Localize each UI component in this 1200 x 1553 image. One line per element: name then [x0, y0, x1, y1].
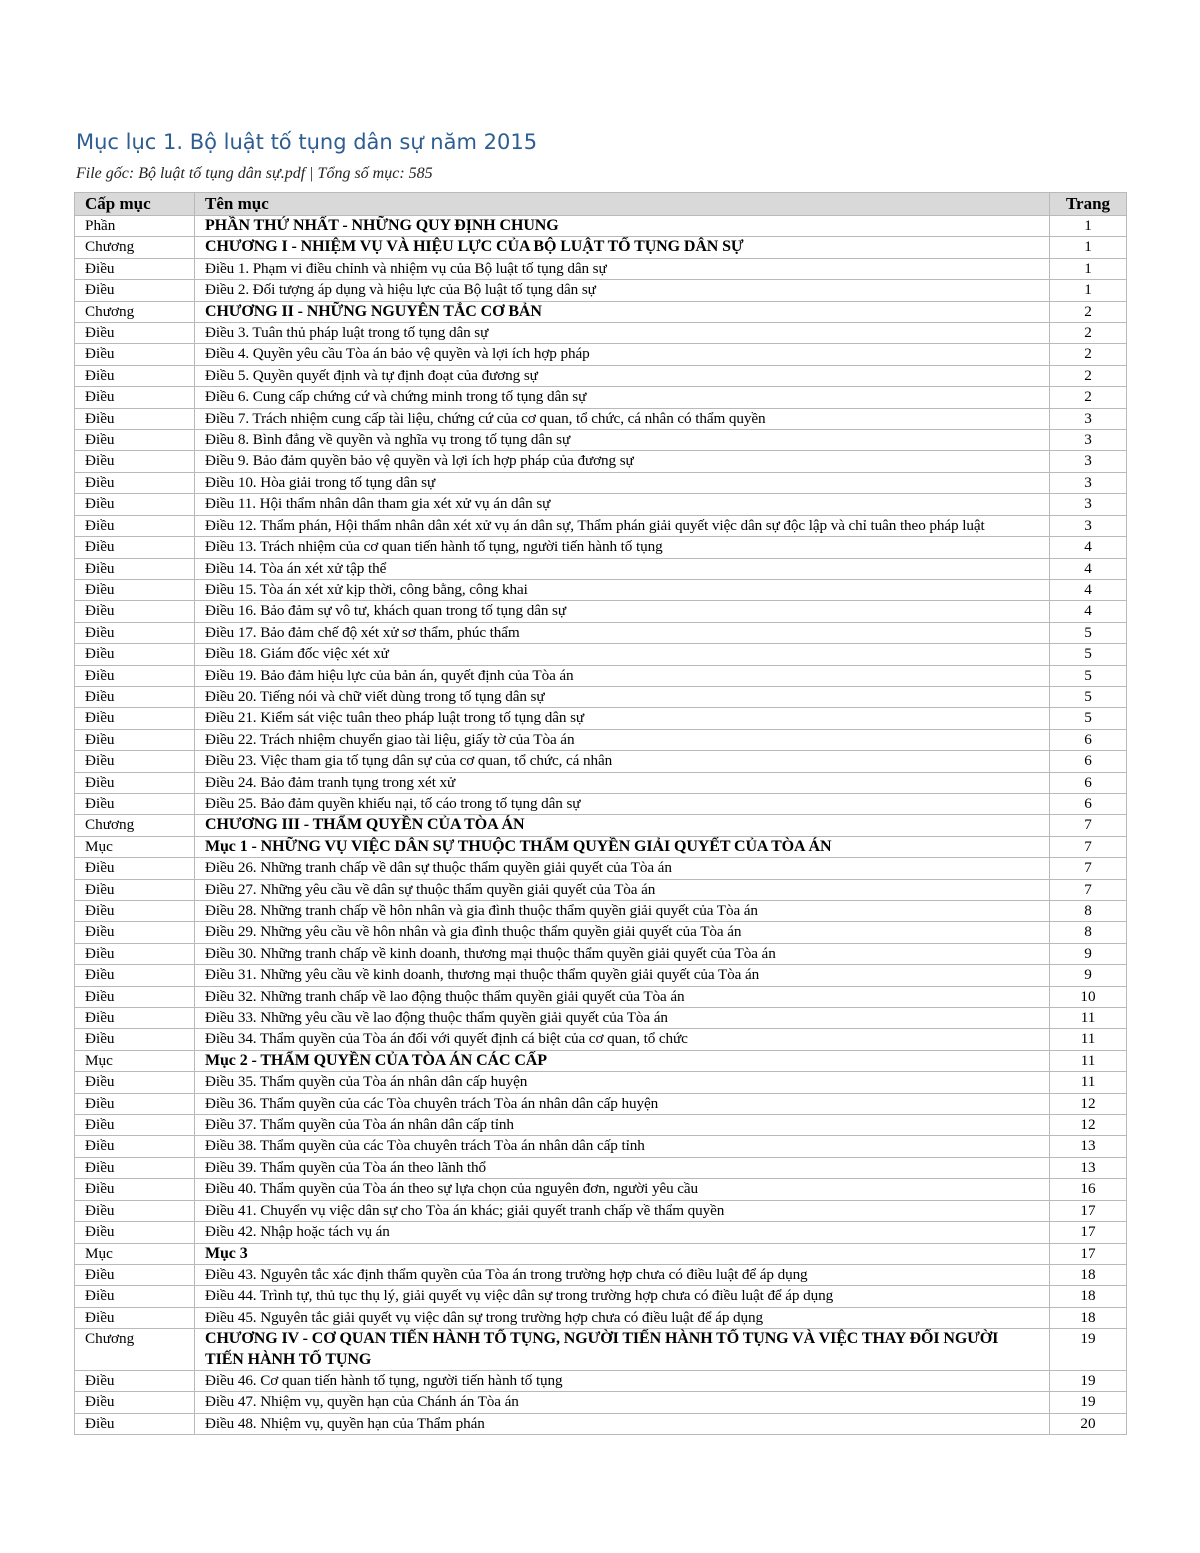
toc-row: [75, 986, 1127, 1007]
toc-title-cell: Điều 39. Thẩm quyền của Tòa án theo lãnh thổ: [195, 1157, 1050, 1178]
toc-title-cell: Điều 29. Những yêu cầu về hôn nhân và gia đình thuộc thẩm quyền giải quyết của Tòa án: [195, 922, 1050, 943]
toc-level-cell: Điều: [75, 515, 195, 536]
toc-page-cell: 13: [1050, 1136, 1127, 1157]
toc-title-cell: CHƯƠNG II - NHỮNG NGUYÊN TẮC CƠ BẢN: [195, 301, 1050, 322]
toc-title-cell: Điều 38. Thẩm quyền của các Tòa chuyên trách Tòa án nhân dân cấp tỉnh: [195, 1136, 1050, 1157]
toc-row: [75, 644, 1127, 665]
toc-title-cell: Điều 43. Nguyên tắc xác định thẩm quyền của Tòa án trong trường hợp chưa có điều luật để áp dụng: [195, 1264, 1050, 1285]
toc-page-cell: 7: [1050, 815, 1127, 836]
toc-page-cell: 4: [1050, 558, 1127, 579]
toc-page-cell: 12: [1050, 1115, 1127, 1136]
toc-row: [75, 408, 1127, 429]
toc-row: [75, 1264, 1127, 1285]
toc-title-cell: Mục 3: [195, 1243, 1050, 1264]
toc-level-cell: Mục: [75, 836, 195, 857]
toc-title-cell: CHƯƠNG III - THẨM QUYỀN CỦA TÒA ÁN: [195, 815, 1050, 836]
toc-row: [75, 1072, 1127, 1093]
toc-level-cell: Chương: [75, 237, 195, 258]
toc-page-cell: 3: [1050, 430, 1127, 451]
toc-page-cell: 1: [1050, 237, 1127, 258]
toc-level-cell: Điều: [75, 1093, 195, 1114]
toc-level-cell: Điều: [75, 579, 195, 600]
toc-page-cell: 5: [1050, 622, 1127, 643]
toc-title-cell: Điều 1. Phạm vi điều chỉnh và nhiệm vụ của Bộ luật tố tụng dân sự: [195, 258, 1050, 279]
toc-title-cell: CHƯƠNG I - NHIỆM VỤ VÀ HIỆU LỰC CỦA BỘ LUẬT TỐ TỤNG DÂN SỰ: [195, 237, 1050, 258]
toc-level-cell: Điều: [75, 858, 195, 879]
toc-page-cell: 8: [1050, 901, 1127, 922]
toc-page-cell: 16: [1050, 1179, 1127, 1200]
toc-page-cell: 4: [1050, 601, 1127, 622]
toc-row: [75, 1157, 1127, 1178]
toc-title-cell: Điều 31. Những yêu cầu về kinh doanh, thương mại thuộc thẩm quyền giải quyết của Tòa án: [195, 965, 1050, 986]
toc-row: [75, 216, 1127, 237]
toc-page-cell: 7: [1050, 836, 1127, 857]
toc-row: [75, 965, 1127, 986]
toc-title-cell: Điều 22. Trách nhiệm chuyển giao tài liệu, giấy tờ của Tòa án: [195, 729, 1050, 750]
toc-row: [75, 472, 1127, 493]
toc-title-cell: Điều 15. Tòa án xét xử kịp thời, công bằng, công khai: [195, 579, 1050, 600]
toc-page-cell: 2: [1050, 344, 1127, 365]
toc-title-cell: Điều 19. Bảo đảm hiệu lực của bản án, quyết định của Tòa án: [195, 665, 1050, 686]
toc-page-cell: 18: [1050, 1264, 1127, 1285]
toc-page-cell: 4: [1050, 579, 1127, 600]
toc-row: [75, 301, 1127, 322]
toc-title-cell: Điều 34. Thẩm quyền của Tòa án đối với quyết định cá biệt của cơ quan, tổ chức: [195, 1029, 1050, 1050]
toc-title-cell: Điều 7. Trách nhiệm cung cấp tài liệu, chứng cứ của cơ quan, tổ chức, cá nhân có thẩm quyền: [195, 408, 1050, 429]
toc-title-cell: Điều 18. Giám đốc việc xét xử: [195, 644, 1050, 665]
toc-page-cell: 3: [1050, 408, 1127, 429]
toc-page-cell: 6: [1050, 729, 1127, 750]
toc-row: [75, 1307, 1127, 1328]
toc-level-cell: Điều: [75, 943, 195, 964]
toc-page-cell: 5: [1050, 686, 1127, 707]
toc-row: [75, 1243, 1127, 1264]
toc-level-cell: Điều: [75, 472, 195, 493]
toc-page-cell: 19: [1050, 1392, 1127, 1413]
toc-row: [75, 601, 1127, 622]
toc-title-cell: Điều 8. Bình đẳng về quyền và nghĩa vụ trong tố tụng dân sự: [195, 430, 1050, 451]
toc-level-cell: Điều: [75, 772, 195, 793]
toc-level-cell: Điều: [75, 1008, 195, 1029]
toc-row: [75, 708, 1127, 729]
toc-page-cell: 17: [1050, 1222, 1127, 1243]
toc-level-cell: Điều: [75, 901, 195, 922]
toc-level-cell: Điều: [75, 1179, 195, 1200]
toc-level-cell: Điều: [75, 601, 195, 622]
toc-level-cell: Điều: [75, 986, 195, 1007]
toc-row: [75, 1286, 1127, 1307]
toc-page-cell: 18: [1050, 1286, 1127, 1307]
toc-page-cell: 18: [1050, 1307, 1127, 1328]
toc-title-cell: Điều 37. Thẩm quyền của Tòa án nhân dân cấp tỉnh: [195, 1115, 1050, 1136]
toc-level-cell: Điều: [75, 1413, 195, 1434]
toc-page-cell: 5: [1050, 665, 1127, 686]
toc-title-cell: PHẦN THỨ NHẤT - NHỮNG QUY ĐỊNH CHUNG: [195, 216, 1050, 237]
toc-page-cell: 11: [1050, 1029, 1127, 1050]
toc-row: [75, 280, 1127, 301]
toc-title-cell: Điều 3. Tuân thủ pháp luật trong tố tụng dân sự: [195, 323, 1050, 344]
toc-title-cell: Điều 24. Bảo đảm tranh tụng trong xét xử: [195, 772, 1050, 793]
toc-title-cell: Điều 16. Bảo đảm sự vô tư, khách quan trong tố tụng dân sự: [195, 601, 1050, 622]
toc-row: [75, 622, 1127, 643]
toc-row: [75, 323, 1127, 344]
toc-level-cell: Điều: [75, 494, 195, 515]
toc-row: [75, 858, 1127, 879]
document-subtitle: File gốc: Bộ luật tố tụng dân sự.pdf | Tổng số mục: 585: [76, 165, 433, 182]
toc-page-cell: 13: [1050, 1157, 1127, 1178]
toc-row: [75, 237, 1127, 258]
toc-level-cell: Điều: [75, 1200, 195, 1221]
toc-title-cell: Điều 2. Đối tượng áp dụng và hiệu lực của Bộ luật tố tụng dân sự: [195, 280, 1050, 301]
toc-title-cell: Điều 33. Những yêu cầu về lao động thuộc thẩm quyền giải quyết của Tòa án: [195, 1008, 1050, 1029]
toc-level-cell: Điều: [75, 965, 195, 986]
toc-title-cell: Điều 4. Quyền yêu cầu Tòa án bảo vệ quyền và lợi ích hợp pháp: [195, 344, 1050, 365]
toc-row: [75, 1093, 1127, 1114]
toc-row: [75, 1136, 1127, 1157]
document-title: Mục lục 1. Bộ luật tố tụng dân sự năm 2015: [76, 130, 538, 154]
toc-row: [75, 729, 1127, 750]
toc-page-cell: 2: [1050, 323, 1127, 344]
header-page: Trang: [1050, 193, 1127, 216]
toc-page-cell: 2: [1050, 387, 1127, 408]
toc-title-cell: Điều 41. Chuyển vụ việc dân sự cho Tòa án khác; giải quyết tranh chấp về thẩm quyền: [195, 1200, 1050, 1221]
toc-row: [75, 1179, 1127, 1200]
toc-row: [75, 943, 1127, 964]
toc-level-cell: Mục: [75, 1050, 195, 1071]
toc-row: [75, 1029, 1127, 1050]
toc-row: [75, 901, 1127, 922]
toc-level-cell: Điều: [75, 537, 195, 558]
toc-title-cell: Điều 13. Trách nhiệm của cơ quan tiến hành tố tụng, người tiến hành tố tụng: [195, 537, 1050, 558]
toc-level-cell: Điều: [75, 451, 195, 472]
toc-row: [75, 494, 1127, 515]
toc-page-cell: 20: [1050, 1413, 1127, 1434]
toc-title-cell: Điều 35. Thẩm quyền của Tòa án nhân dân cấp huyện: [195, 1072, 1050, 1093]
toc-page-cell: 5: [1050, 644, 1127, 665]
toc-title-cell: Điều 26. Những tranh chấp về dân sự thuộc thẩm quyền giải quyết của Tòa án: [195, 858, 1050, 879]
toc-level-cell: Phần: [75, 216, 195, 237]
toc-level-cell: Điều: [75, 1307, 195, 1328]
toc-page-cell: 4: [1050, 537, 1127, 558]
toc-page-cell: 7: [1050, 858, 1127, 879]
toc-title-cell: Điều 36. Thẩm quyền của các Tòa chuyên trách Tòa án nhân dân cấp huyện: [195, 1093, 1050, 1114]
toc-level-cell: Chương: [75, 815, 195, 836]
toc-row: [75, 515, 1127, 536]
toc-level-cell: Chương: [75, 301, 195, 322]
toc-page-cell: 9: [1050, 943, 1127, 964]
toc-title-cell: Điều 32. Những tranh chấp về lao động thuộc thẩm quyền giải quyết của Tòa án: [195, 986, 1050, 1007]
toc-page-cell: 19: [1050, 1370, 1127, 1391]
toc-title-cell: CHƯƠNG IV - CƠ QUAN TIẾN HÀNH TỐ TỤNG, NGƯỜI TIẾN HÀNH TỐ TỤNG VÀ VIỆC THAY ĐỔI NGƯỜI TIẾN HÀNH TỐ TỤNG: [195, 1329, 1050, 1371]
toc-level-cell: Điều: [75, 430, 195, 451]
toc-level-cell: Điều: [75, 558, 195, 579]
toc-row: [75, 1200, 1127, 1221]
toc-title-cell: Điều 17. Bảo đảm chế độ xét xử sơ thẩm, phúc thẩm: [195, 622, 1050, 643]
toc-level-cell: Điều: [75, 365, 195, 386]
toc-row: [75, 1392, 1127, 1413]
toc-level-cell: Điều: [75, 1286, 195, 1307]
header-name: Tên mục: [195, 193, 1050, 216]
document-page: [74, 127, 1126, 1435]
toc-row: [75, 815, 1127, 836]
toc-row: [75, 365, 1127, 386]
toc-title-cell: Mục 1 - NHỮNG VỤ VIỆC DÂN SỰ THUỘC THẨM QUYỀN GIẢI QUYẾT CỦA TÒA ÁN: [195, 836, 1050, 857]
toc-level-cell: Điều: [75, 323, 195, 344]
toc-page-cell: 1: [1050, 258, 1127, 279]
toc-level-cell: Chương: [75, 1329, 195, 1371]
toc-page-cell: 7: [1050, 879, 1127, 900]
toc-page-cell: 11: [1050, 1072, 1127, 1093]
toc-title-cell: Điều 27. Những yêu cầu về dân sự thuộc thẩm quyền giải quyết của Tòa án: [195, 879, 1050, 900]
toc-page-cell: 8: [1050, 922, 1127, 943]
toc-level-cell: Điều: [75, 387, 195, 408]
toc-row: [75, 558, 1127, 579]
toc-title-cell: Điều 46. Cơ quan tiến hành tố tụng, người tiến hành tố tụng: [195, 1370, 1050, 1391]
toc-row: [75, 1115, 1127, 1136]
toc-level-cell: Điều: [75, 751, 195, 772]
toc-page-cell: 6: [1050, 772, 1127, 793]
toc-row: [75, 1050, 1127, 1071]
toc-level-cell: Điều: [75, 1029, 195, 1050]
toc-title-cell: Điều 47. Nhiệm vụ, quyền hạn của Chánh án Tòa án: [195, 1392, 1050, 1413]
toc-level-cell: Điều: [75, 1115, 195, 1136]
toc-level-cell: Điều: [75, 665, 195, 686]
toc-title-cell: Điều 23. Việc tham gia tố tụng dân sự của cơ quan, tổ chức, cá nhân: [195, 751, 1050, 772]
toc-row: [75, 922, 1127, 943]
toc-page-cell: 5: [1050, 708, 1127, 729]
toc-row: [75, 537, 1127, 558]
toc-page-cell: 12: [1050, 1093, 1127, 1114]
toc-level-cell: Điều: [75, 622, 195, 643]
toc-page-cell: 3: [1050, 451, 1127, 472]
header-level: Cấp mục: [75, 193, 195, 216]
toc-row: [75, 579, 1127, 600]
toc-row: [75, 686, 1127, 707]
toc-row: [75, 793, 1127, 814]
toc-page-cell: 3: [1050, 515, 1127, 536]
toc-title-cell: Điều 12. Thẩm phán, Hội thẩm nhân dân xét xử vụ án dân sự, Thẩm phán giải quyết việc dân sự độc lập và chỉ tuân theo pháp luật: [195, 515, 1050, 536]
toc-row: [75, 772, 1127, 793]
toc-title-cell: Điều 28. Những tranh chấp về hôn nhân và gia đình thuộc thẩm quyền giải quyết của Tòa án: [195, 901, 1050, 922]
toc-row: [75, 1008, 1127, 1029]
toc-level-cell: Điều: [75, 258, 195, 279]
toc-level-cell: Điều: [75, 344, 195, 365]
toc-level-cell: Điều: [75, 793, 195, 814]
toc-row: [75, 1329, 1127, 1371]
toc-title-cell: Điều 6. Cung cấp chứng cứ và chứng minh trong tố tụng dân sự: [195, 387, 1050, 408]
toc-page-cell: 19: [1050, 1329, 1127, 1371]
toc-header-row: [75, 193, 1127, 216]
toc-level-cell: Điều: [75, 1157, 195, 1178]
toc-body: [75, 216, 1127, 1435]
toc-title-cell: Mục 2 - THẨM QUYỀN CỦA TÒA ÁN CÁC CẤP: [195, 1050, 1050, 1071]
toc-level-cell: Điều: [75, 922, 195, 943]
toc-row: [75, 344, 1127, 365]
toc-title-cell: Điều 14. Tòa án xét xử tập thể: [195, 558, 1050, 579]
toc-level-cell: Điều: [75, 729, 195, 750]
toc-level-cell: Điều: [75, 708, 195, 729]
toc-row: [75, 451, 1127, 472]
toc-level-cell: Điều: [75, 1072, 195, 1093]
toc-row: [75, 665, 1127, 686]
toc-title-cell: Điều 25. Bảo đảm quyền khiếu nại, tố cáo trong tố tụng dân sự: [195, 793, 1050, 814]
toc-title-cell: Điều 5. Quyền quyết định và tự định đoạt của đương sự: [195, 365, 1050, 386]
toc-level-cell: Điều: [75, 1264, 195, 1285]
toc-title-cell: Điều 9. Bảo đảm quyền bảo vệ quyền và lợi ích hợp pháp của đương sự: [195, 451, 1050, 472]
toc-level-cell: Điều: [75, 644, 195, 665]
toc-row: [75, 1413, 1127, 1434]
toc-row: [75, 751, 1127, 772]
toc-title-cell: Điều 21. Kiểm sát việc tuân theo pháp luật trong tố tụng dân sự: [195, 708, 1050, 729]
toc-page-cell: 11: [1050, 1050, 1127, 1071]
toc-level-cell: Điều: [75, 879, 195, 900]
toc-title-cell: Điều 20. Tiếng nói và chữ viết dùng trong tố tụng dân sự: [195, 686, 1050, 707]
toc-level-cell: Điều: [75, 1370, 195, 1391]
toc-row: [75, 1370, 1127, 1391]
toc-title-cell: Điều 30. Những tranh chấp về kinh doanh, thương mại thuộc thẩm quyền giải quyết của Tòa án: [195, 943, 1050, 964]
toc-level-cell: Điều: [75, 280, 195, 301]
toc-row: [75, 387, 1127, 408]
toc-page-cell: 1: [1050, 280, 1127, 301]
toc-page-cell: 1: [1050, 216, 1127, 237]
toc-title-cell: Điều 48. Nhiệm vụ, quyền hạn của Thẩm phán: [195, 1413, 1050, 1434]
toc-page-cell: 10: [1050, 986, 1127, 1007]
toc-title-cell: Điều 11. Hội thẩm nhân dân tham gia xét xử vụ án dân sự: [195, 494, 1050, 515]
toc-page-cell: 9: [1050, 965, 1127, 986]
toc-table: [74, 192, 1127, 1435]
toc-row: [75, 879, 1127, 900]
toc-page-cell: 6: [1050, 793, 1127, 814]
toc-level-cell: Điều: [75, 1392, 195, 1413]
toc-title-cell: Điều 42. Nhập hoặc tách vụ án: [195, 1222, 1050, 1243]
toc-title-cell: Điều 40. Thẩm quyền của Tòa án theo sự lựa chọn của nguyên đơn, người yêu cầu: [195, 1179, 1050, 1200]
toc-title-cell: Điều 44. Trình tự, thủ tục thụ lý, giải quyết vụ việc dân sự trong trường hợp chưa có điều luật để áp dụng: [195, 1286, 1050, 1307]
toc-row: [75, 430, 1127, 451]
toc-page-cell: 6: [1050, 751, 1127, 772]
toc-title-cell: Điều 45. Nguyên tắc giải quyết vụ việc dân sự trong trường hợp chưa có điều luật để áp dụng: [195, 1307, 1050, 1328]
toc-row: [75, 836, 1127, 857]
toc-page-cell: 3: [1050, 494, 1127, 515]
toc-page-cell: 2: [1050, 365, 1127, 386]
toc-level-cell: Điều: [75, 408, 195, 429]
toc-row: [75, 1222, 1127, 1243]
toc-page-cell: 3: [1050, 472, 1127, 493]
toc-level-cell: Điều: [75, 1136, 195, 1157]
toc-level-cell: Điều: [75, 686, 195, 707]
toc-page-cell: 11: [1050, 1008, 1127, 1029]
toc-level-cell: Mục: [75, 1243, 195, 1264]
toc-page-cell: 17: [1050, 1243, 1127, 1264]
toc-page-cell: 17: [1050, 1200, 1127, 1221]
toc-row: [75, 258, 1127, 279]
toc-level-cell: Điều: [75, 1222, 195, 1243]
toc-page-cell: 2: [1050, 301, 1127, 322]
toc-title-cell: Điều 10. Hòa giải trong tố tụng dân sự: [195, 472, 1050, 493]
